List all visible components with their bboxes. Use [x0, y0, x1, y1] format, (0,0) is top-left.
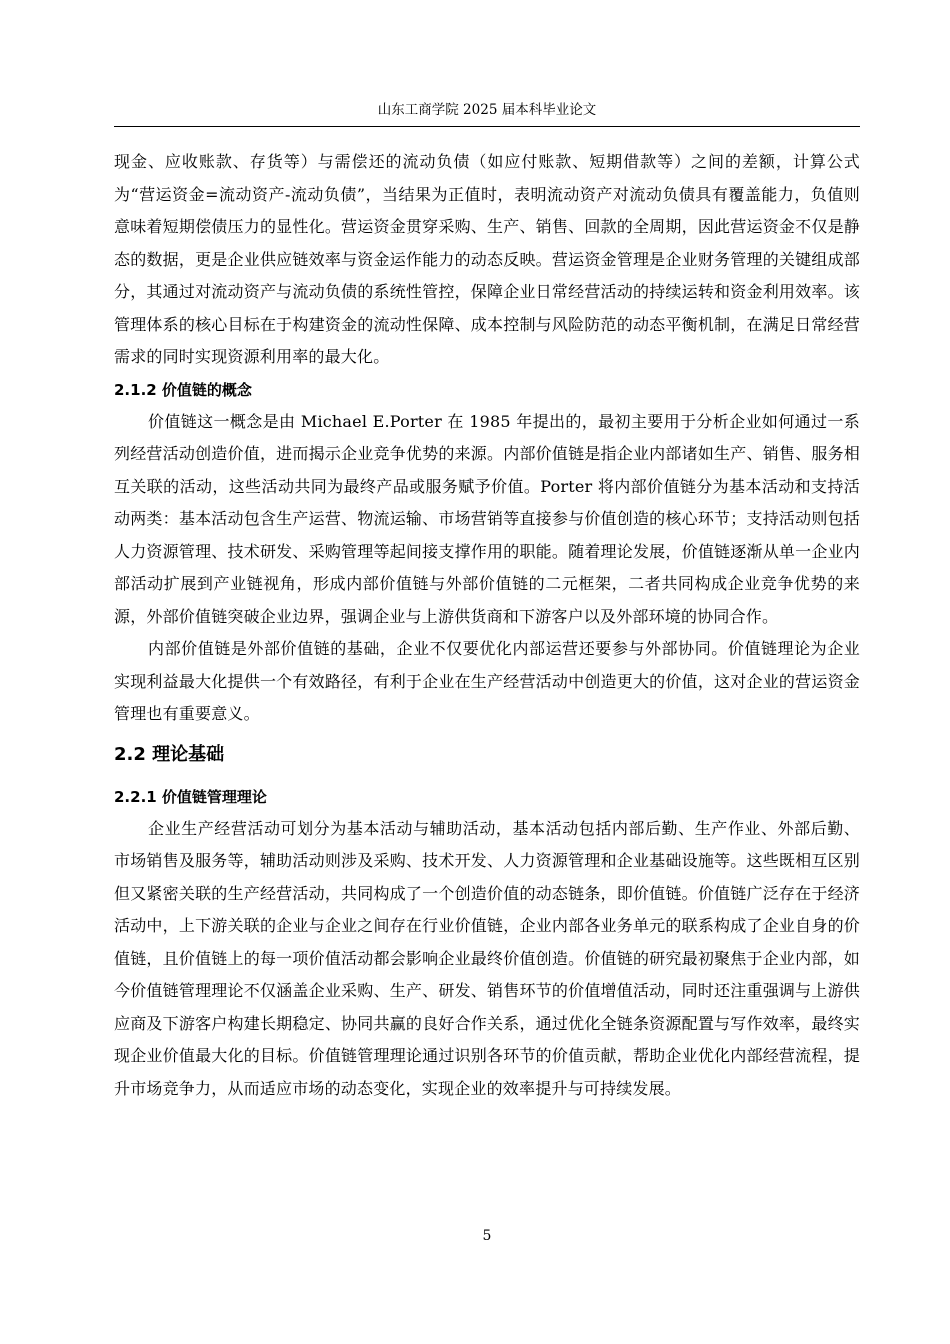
heading-2-2-1: 2.2.1 价值链管理理论	[114, 787, 267, 806]
paragraph-value-chain-concept: 价值链这一概念是由 Michael E.Porter 在 1985 年提出的，最初主要用于分析企业如何通过一系列经营活动创造价值，进而揭示企业竞争优势的来源。内部价值链是指企业内部诸如生产、销售、服务相互关联的活动，这些活动共同为最终产品或服务赋予价值。Porter 将内部价值链分为基本活动和支持活动两类：基本活动包含生产运营、物流运输、市场营销等直接参与价值创造的核心环节；支持活动则包括人力资源管理、技术研发、采购管理等起间接支撑作用的职能。随着理论发展，价值链逐渐从单一企业内部活动扩展到产业链视角，形成内部价值链与外部价值链的二元框架，二者共同构成企业竞争优势的来源，外部价值链突破企业边界，强调企业与上游供货商和下游客户以及外部环境的协同合作。	[114, 411, 860, 626]
running-header: 山东工商学院 2025 届本科毕业论文	[377, 102, 597, 118]
paragraph-internal-value-chain: 内部价值链是外部价值链的基础，企业不仅要优化内部运营还要参与外部协同。价值链理论为企业实现利益最大化提供一个有效路径，有利于企业在生产经营活动中创造更大的价值，这对企业的营运资金管理也有重要意义。	[114, 639, 860, 723]
document-page	[114, 0, 860, 1344]
header-rule	[114, 126, 860, 127]
paragraph-value-chain-management-theory: 企业生产经营活动可划分为基本活动与辅助活动，基本活动包括内部后勤、生产作业、外部后勤、市场销售及服务等，辅助活动则涉及采购、技术开发、人力资源管理和企业基础设施等。这些既相互区别但又紧密关联的生产经营活动，共同构成了一个创造价值的动态链条，即价值链。价值链广泛存在于经济活动中，上下游关联的企业与企业之间存在行业价值链，企业内部各业务单元的联系构成了企业自身的价值链，且价值链上的每一项价值活动都会影响企业最终价值创造。价值链的研究最初聚焦于企业内部，如今价值链管理理论不仅涵盖企业采购、生产、研发、销售环节的价值增值活动，同时还注重强调与上游供应商及下游客户构建长期稳定、协同共赢的良好合作关系，通过优化全链条资源配置与写作效率，最终实现企业价值最大化的目标。价值链管理理论通过识别各环节的价值贡献，帮助企业优化内部经营流程，提升市场竞争力，从而适应市场的动态变化，实现企业的效率提升与可持续发展。	[114, 818, 860, 1098]
heading-2-1-2: 2.1.2 价值链的概念	[114, 380, 252, 399]
heading-2-2: 2.2 理论基础	[114, 743, 225, 765]
paragraph-working-capital-definition: 现金、应收账款、存货等）与需偿还的流动负债（如应付账款、短期借款等）之间的差额，计算公式为“营运资金=流动资产-流动负债”，当结果为正值时，表明流动资产对流动负债具有覆盖能力，负值则意味着短期偿债压力的显性化。营运资金贯穿采购、生产、销售、回款的全周期，因此营运资金不仅是静态的数据，更是企业供应链效率与资金运作能力的动态反映。营运资金管理是企业财务管理的关键组成部分，其通过对流动资产与流动负债的系统性管控，保障企业日常经营活动的持续运转和资金利用效率。该管理体系的核心目标在于构建资金的流动性保障、成本控制与风险防范的动态平衡机制，在满足日常经营需求的同时实现资源利用率的最大化。	[114, 152, 860, 366]
body-text	[114, 146, 860, 1105]
page-number: 5	[482, 1228, 492, 1244]
